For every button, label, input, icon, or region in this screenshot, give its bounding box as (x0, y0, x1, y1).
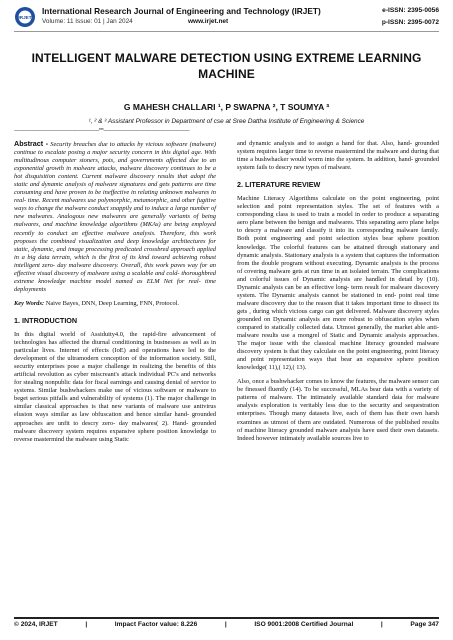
introduction-paragraph: In this digital world of Assiduity4.0, the rapid-fire advancement of technologies has affected the diurnal conditioning in businesses as well as in particular lives. Internet of effects (IoE) and operations have led to the development of the ultramodern conception of the information society. Still, security enterprises pose a major challenge in realizing the benefits of this artificial revolution as cyber miscreant's attack individual PC's and networks for stealing nonpublic data for fiscal earnings and causing denial of service to systems. Similar bushwhackers make use of vicious software or malware to beget serious pitfalls and vulnerability of systems (1). The major challenge in similar classical approaches is that new variants of malware use antivirus elusion ways similar as law obfuscation and hence similar hand- grounded approaches are unfit to descry zero- day malwares( 2). Hand- grounded malware discovery system requires expansive sphere position knowledge to reverse mastermind the malware using Static (14, 330, 216, 443)
copyright: © 2024, IRJET (14, 621, 58, 628)
volume-issue: Volume: 11 Issue: 01 | Jan 2024 (42, 18, 133, 25)
right-column (237, 140, 439, 447)
continuation-paragraph: and dynamic analysis and to assign a hand for that. Also, hand- grounded system requires larger time to reverse mastermind the malware and during that time a bushwhacker would worm into the system. In addition, hand- grounded system fails to descry new types of malware. (237, 140, 439, 172)
journal-website-link[interactable]: www.irjet.net (188, 18, 229, 25)
footer-separator: | (224, 621, 227, 628)
literature-paragraph-1: Machine Literacy Algorithms calculate on the point engineering, point selection and point representation styles. The set of features with a corresponding class is used to train a model in order to produce a separating aero plane between the benign and malwares. This separating aero plane helps to descry a malware and classify it into its corresponding malware family. Both point engineering and point selection styles bear sphere position knowledge. The colorful features can be attained through stationary and dynamic analysis. Stationary analysis is a system that captures the information from the double program without executing. Dynamic analysis is the process of covering malware gets at run time in an isolated terrain. The complications and colorful issues of Dynamic analysis are handled in detail by (10). Dynamic analysis can be an effective long- term result for malware discovery system. The Dynamic analysis cannot be stationed in end- point real time malware discovery due to the reason that it takes important time to dissect its gets , during which vicious cargo can get delivered. Malware discovery styles grounded on Dynamic analysis are more robust to obfuscation styles when compared to statically collected data. Utmost generally, the market able anti-malware results use a mongrel of Static and Dynamic analysis approaches. The major issue with the classical machine literacy grounded malware discovery system is that they calculate on the point engineering, point literacy and point representation ways that bear an expansive sphere position knowledge( 11),( 12),( 13). (237, 195, 439, 372)
literature-paragraph-2: Also, once a bushwhacker comes to know the features, the malware sensor can be finessed fluently (14). To be successful, MLAs bear data with a variety of patterns of malware. The intimately available standard data for malware analysis exploration is veritably less due to the security and sequestration enterprises. Though many datasets live, each of them has their own harsh examines as utmost of them are outdated. Numerous of the published results of machine literacy grounded malware analysis have used their own datasets. Indeed however intimately available sources live to (237, 378, 439, 442)
paper-title: INTELLIGENT MALWARE DETECTION USING EXTREME LEARNING MACHINE (31, 51, 422, 81)
logo-text: IRJET (18, 15, 32, 21)
section-divider: -------------------------------------------------------------------***-------------------------------------------------------------------- (14, 128, 190, 134)
abstract-label: Abstract - (14, 139, 49, 148)
p-issn: p-ISSN: 2395-0072 (381, 19, 439, 26)
literature-review-heading: 2. LITERATURE REVIEW (237, 180, 321, 190)
introduction-heading: 1. INTRODUCTION (14, 315, 78, 325)
journal-title: International Research Journal of Engineering and Technology (IRJET) (42, 6, 321, 16)
footer-rule (14, 617, 439, 619)
keywords (14, 300, 216, 308)
abstract (14, 140, 216, 294)
journal-header (0, 0, 453, 36)
footer-separator: | (380, 621, 383, 628)
header-rule (14, 31, 439, 32)
left-column (14, 140, 216, 448)
abstract-text: Security breaches due to attacks by vicious software (malware) continue to escalate posing a major security concern in this digital age. With multitudinous computer stoners, pots, and governments affected due to an exponential growth in malware attacks, malware discovery continues to be a hot disquisition content. Current malware discovery results that adopt the static and dynamic analysis of malware signatures and gets patterns are time consuming and have proven to be ineffective in relating unknown malwares in real- time. Recent malwares use polymorphic, metamorphic, and other fugitive ways to change the malware conduct snappily and to induce a large number of new malwares. Analogous new malwares are generally variants of being malwares, and machine knowledge algorithms (MKAs) are being employed recently to conduct an effective malware analysis. Therefore, this work proposes the combined visualization and deep knowledge architectures for static, dynamic, and image processing predicated crossbred approach applied in a big data terrain, which is the first of its kind toward achieving robust intelligent zero- day malware discovery. Overall, this work paves way for an effective visual discovery of malware using a scalable and cold- thoroughbred extreme knowledge machine model named as ELM Net for real- time deployments (14, 141, 216, 293)
keywords-label: Key Words: (14, 299, 45, 307)
page-number: Page 347 (410, 621, 439, 628)
footer-separator: | (85, 621, 88, 628)
journal-footer (14, 621, 439, 628)
author-list: G MAHESH CHALLARI ¹, P SWAPNA ², T SOUMYA ³ (123, 102, 330, 112)
iso-certification: ISO 9001:2008 Certified Journal (254, 621, 354, 628)
keywords-text: Naive Bayes, DNN, Deep Learning, FNN, Protocol. (45, 299, 180, 307)
author-affiliation: ¹, ² & ³ Assistant Professor in Department of cse at Sree Dattha Institute of Engineering & Science (88, 118, 365, 125)
e-issn: e-ISSN: 2395-0056 (382, 7, 439, 14)
impact-factor: Impact Factor value: 8.226 (114, 621, 198, 628)
irjet-logo-icon (14, 6, 36, 28)
